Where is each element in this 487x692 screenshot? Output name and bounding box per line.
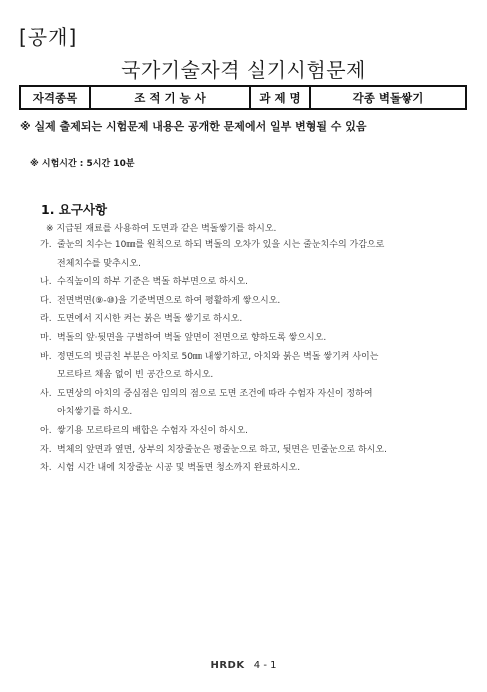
requirements-list xyxy=(40,236,470,478)
item-text: 도면상의 아치의 중심점은 임의의 점으로 도면 조건에 따라 수험자 자신이 정하여 xyxy=(57,388,373,399)
modification-notice: ※ 실제 출제되는 시험문제 내용은 공개한 문제에서 일부 변형될 수 있음 xyxy=(20,120,367,133)
item-marker: 차. xyxy=(40,463,52,474)
task-value: 각종 벽돌쌓기 xyxy=(310,86,466,109)
item-marker: 사. xyxy=(40,388,52,399)
list-item xyxy=(40,422,470,441)
public-badge: [공개] xyxy=(19,25,78,49)
page-number: 4 - 1 xyxy=(253,660,277,671)
section-heading: 1. 요구사항 xyxy=(41,202,108,217)
list-item xyxy=(40,329,470,348)
item-marker: 가. xyxy=(40,240,52,250)
item-marker: 마. xyxy=(40,332,52,343)
list-item xyxy=(40,255,470,274)
qualification-label: 자격종목 xyxy=(20,86,90,109)
task-label: 과 제 명 xyxy=(250,86,310,109)
page-title: 국가기술자격 실기시험문제 xyxy=(121,58,366,82)
section-intro: ※ 지급된 재료를 사용하여 도면과 같은 벽돌쌓기를 하시오. xyxy=(46,224,277,234)
hrdk-logo: HRDK xyxy=(210,660,245,671)
list-item xyxy=(40,459,470,478)
item-text: 벽돌의 앞·뒷면을 구별하여 벽돌 앞면이 전면으로 향하도록 쌓으시오. xyxy=(57,332,327,343)
item-text: 아치쌓기를 하시오. xyxy=(57,407,133,418)
item-text: 줄눈의 치수는 10㎜를 원칙으로 하되 벽돌의 오차가 있을 시는 줄눈치수의 가감으로 xyxy=(57,240,385,250)
page-footer xyxy=(0,660,487,671)
item-text: 전체치수를 맞추시오. xyxy=(57,258,141,269)
item-text: 정면도의 빗금친 부분은 아치로 50㎜ 내쌓기하고, 아치와 붉은 벽돌 쌓기켜 사이는 xyxy=(57,351,379,362)
exam-info-table xyxy=(19,85,467,110)
item-marker: 나. xyxy=(40,277,52,288)
list-item xyxy=(40,273,470,292)
item-text: 도면에서 지시한 켜는 붉은 벽돌 쌓기로 하시오. xyxy=(57,314,243,325)
item-text: 전면벽면(⑨-⑩)을 기준벽면으로 하여 평활하게 쌓으시오. xyxy=(57,295,281,306)
list-item xyxy=(40,441,470,460)
item-marker: 라. xyxy=(40,314,52,325)
list-item xyxy=(40,366,470,385)
qualification-value: 조 적 기 능 사 xyxy=(90,86,250,109)
exam-time: ※ 시험시간 : 5시간 10분 xyxy=(30,159,135,169)
item-text: 시험 시간 내에 치장줄눈 시공 및 벽돌면 청소까지 완료하시오. xyxy=(57,463,301,474)
item-marker: 아. xyxy=(40,425,52,436)
list-item xyxy=(40,236,470,255)
item-text: 쌓기용 모르타르의 배합은 수험자 자신이 하시오. xyxy=(57,425,249,436)
item-text: 모르타르 채움 없이 빈 공간으로 하시오. xyxy=(57,370,214,381)
item-marker: 자. xyxy=(40,444,52,455)
item-text: 벽체의 앞면과 옆면, 상부의 치장줄눈은 평줄눈으로 하고, 뒷면은 민줄눈으로 하시오. xyxy=(57,444,387,455)
item-text: 수직높이의 하부 기준은 벽돌 하부면으로 하시오. xyxy=(57,277,249,288)
item-marker: 다. xyxy=(40,295,52,306)
list-item xyxy=(40,385,470,404)
list-item xyxy=(40,348,470,367)
list-item xyxy=(40,310,470,329)
list-item xyxy=(40,403,470,422)
list-item xyxy=(40,292,470,311)
item-marker: 바. xyxy=(40,351,52,362)
